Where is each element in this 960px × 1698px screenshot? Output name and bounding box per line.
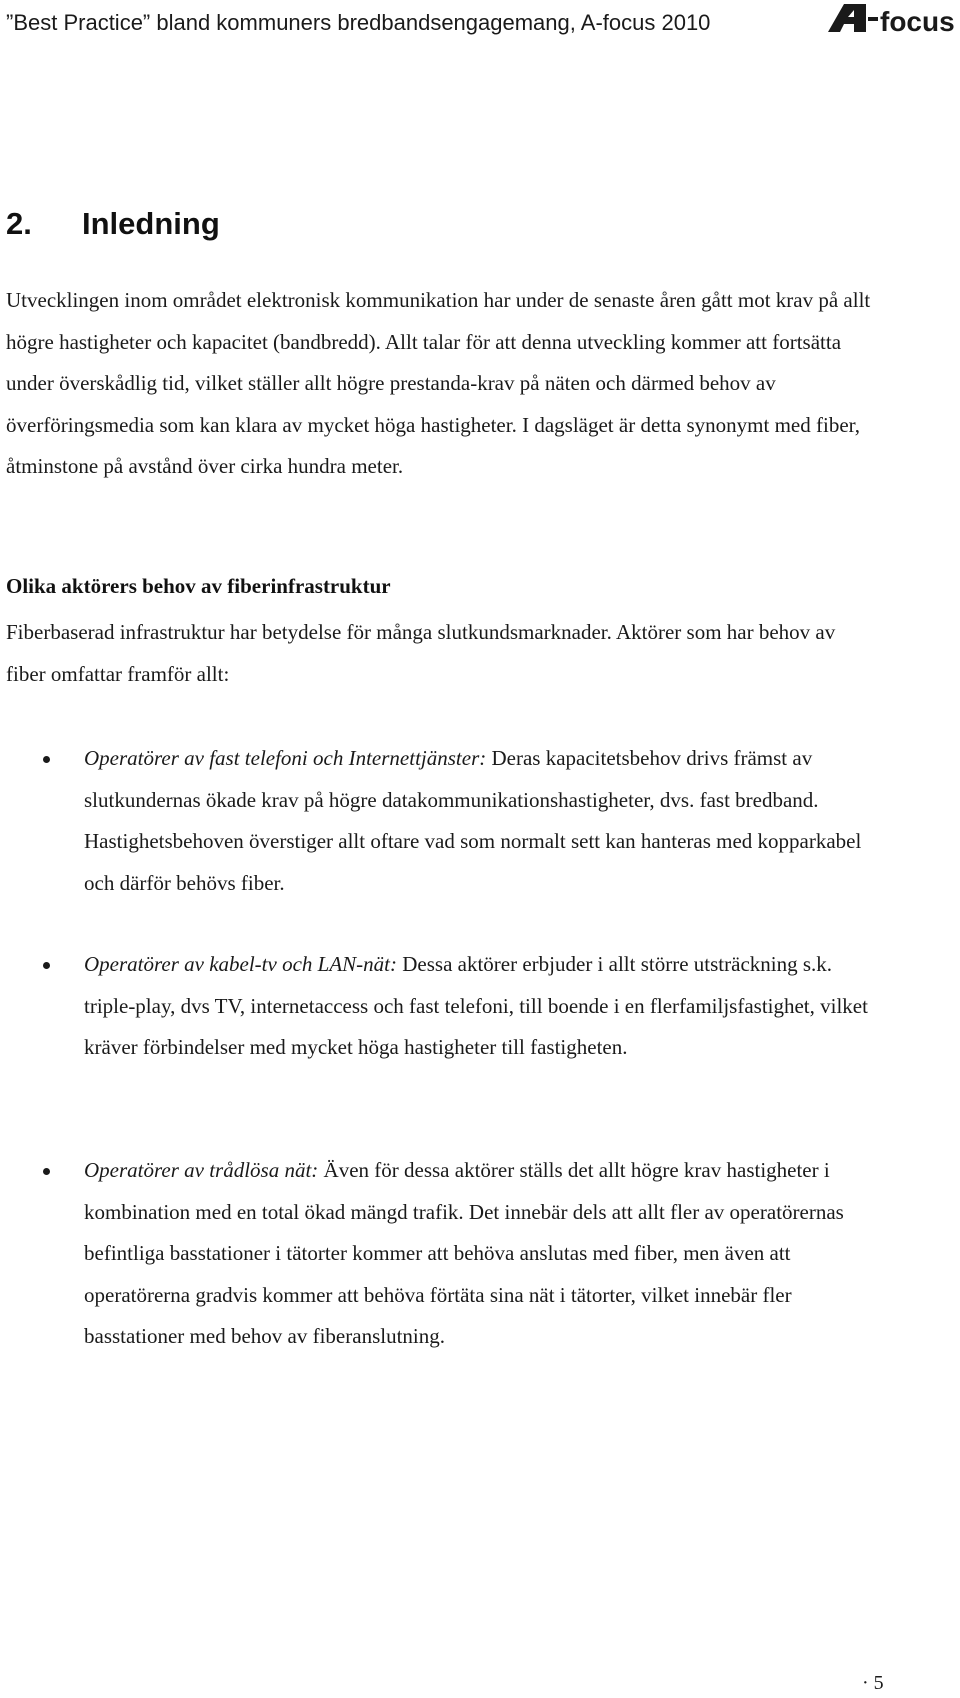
intro-paragraph: Utvecklingen inom området elektronisk kommunikation har under de senaste åren gått mot krav på allt högre hastigheter och kapacitet (bandbredd). Allt talar för att denna utveckling kommer att fortsätta under överskådlig tid, vilket ställer allt högre prestanda-krav på näten och därmed behov av överföringsmedia som kan klara av mycket höga hastigheter. I dagsläget är detta synonymt med fiber, åtminstone på avstånd över cirka hundra meter.: [6, 288, 871, 478]
bullet-lead: Operatörer av kabel-tv och LAN-nät:: [84, 952, 397, 976]
subheading: Olika aktörers behov av fiberinfrastruktur: [6, 574, 391, 598]
bullet-icon: [43, 962, 50, 969]
section-heading: [6, 206, 220, 242]
bullet-icon: [43, 756, 50, 763]
header-title: ”Best Practice” bland kommuners bredbandsengagemang, A-focus 2010: [6, 10, 711, 35]
section-title: Inledning: [82, 206, 220, 241]
page-header: [0, 0, 960, 50]
svg-text:focus: focus: [880, 6, 955, 36]
sub-paragraph: Fiberbaserad infrastruktur har betydelse för många slutkundsmarknader. Aktörer som har behov av fiber omfattar framför allt:: [6, 620, 836, 686]
section-number: 2.: [6, 206, 32, 241]
bullet-text: Dessa aktörer erbjuder i allt större utsträckning s.k. triple-play, dvs TV, internetaccess och fast telefoni, till boende i en flerfamiljsfastighet, vilket kräver förbindelser med mycket höga hastigheter till fastigheten.: [84, 952, 868, 1059]
bullet-icon: [43, 1168, 50, 1175]
bullet-lead: Operatörer av trådlösa nät:: [84, 1158, 319, 1182]
a-focus-logo: [824, 2, 960, 36]
bullet-lead: Operatörer av fast telefoni och Internettjänster:: [84, 746, 487, 770]
page-number: · 5: [862, 1672, 884, 1694]
bullet-text: Deras kapacitetsbehov drivs främst av slutkundernas ökade krav på högre datakommunikationshastigheter, dvs. fast bredband. Hastighetsbehoven överstiger allt oftare vad som normalt sett kan hanteras med kopparkabel och därför behövs fiber.: [84, 746, 862, 895]
bullet-text: Även för dessa aktörer ställs det allt högre krav hastigheter i kombination med en total ökad mängd trafik. Det innebär dels att allt fler av operatörernas befintliga basstationer i tätorter kommer att behöva anslutas med fiber, men även att operatörerna gradvis kommer att behöva förtäta sina nät i tätorter, vilket innebär fler basstationer med behov av fiberanslutning.: [84, 1158, 844, 1348]
